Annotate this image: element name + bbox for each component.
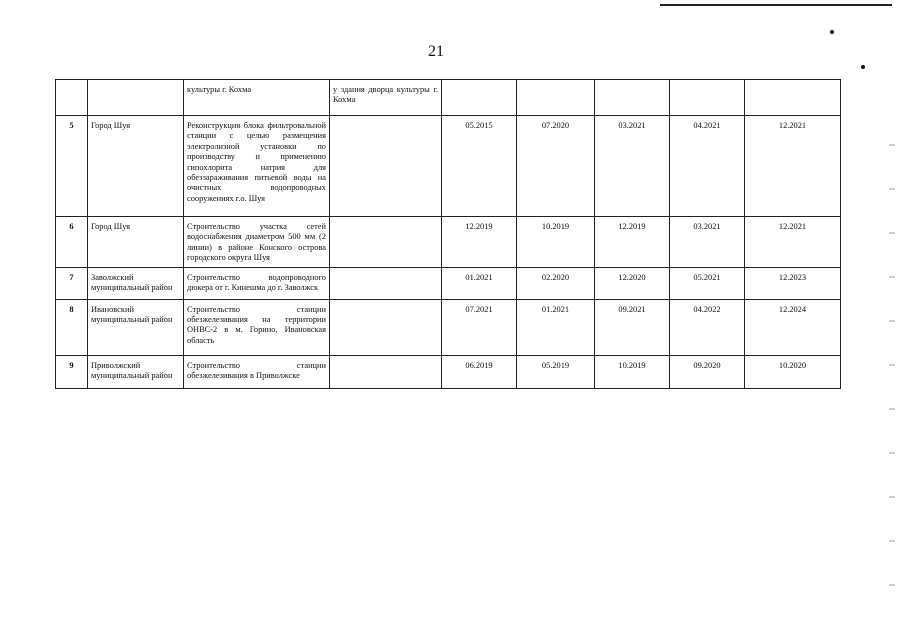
table-row <box>56 116 841 217</box>
row-number: 6 <box>56 217 88 268</box>
date-cell: 09.2020 <box>670 355 745 388</box>
table-row <box>56 80 841 116</box>
row-number: 8 <box>56 299 88 355</box>
object-cell: Строительство водопроводного дюкера от г. Кинешма до г. Заволжск <box>184 267 330 299</box>
page-number: 21 <box>428 43 444 60</box>
date-cell: 05.2015 <box>442 116 517 217</box>
scan-margin-marks <box>889 126 895 626</box>
scan-speck <box>830 30 834 34</box>
date-cell <box>517 80 595 116</box>
place-cell: у здания дворца культуры г. Кохма <box>330 80 442 116</box>
object-cell: Реконструкция блока фильтровальной станции с целью размещения электролизной установки по производству и применению гипохлорита натрия для обеззараживания питьевой воды на очистных водопроводных сооружениях г.о. Шуя <box>184 116 330 217</box>
date-cell: 12.2019 <box>595 217 670 268</box>
table-row <box>56 217 841 268</box>
date-cell: 10.2019 <box>517 217 595 268</box>
place-cell <box>330 267 442 299</box>
date-cell: 12.2024 <box>745 299 841 355</box>
date-cell: 07.2021 <box>442 299 517 355</box>
date-cell: 10.2019 <box>595 355 670 388</box>
date-cell: 12.2021 <box>745 116 841 217</box>
top-rule <box>660 4 892 6</box>
row-number: 7 <box>56 267 88 299</box>
date-cell: 05.2019 <box>517 355 595 388</box>
date-cell: 12.2021 <box>745 217 841 268</box>
date-cell <box>595 80 670 116</box>
object-cell: культуры г. Кохма <box>184 80 330 116</box>
area-cell: Город Шуя <box>88 217 184 268</box>
date-cell: 03.2021 <box>595 116 670 217</box>
object-cell: Строительство участка сетей водоснабжения диаметром 500 мм (2 линии) в районе Конского острова городского округа Шуя <box>184 217 330 268</box>
place-cell <box>330 116 442 217</box>
date-cell <box>670 80 745 116</box>
date-cell: 03.2021 <box>670 217 745 268</box>
date-cell: 06.2019 <box>442 355 517 388</box>
area-cell: Город Шуя <box>88 116 184 217</box>
table-row <box>56 299 841 355</box>
date-cell: 12.2023 <box>745 267 841 299</box>
date-cell: 04.2022 <box>670 299 745 355</box>
date-cell: 01.2021 <box>517 299 595 355</box>
date-cell <box>442 80 517 116</box>
date-cell: 04.2021 <box>670 116 745 217</box>
area-cell: Заволжский муниципальный район <box>88 267 184 299</box>
date-cell: 12.2019 <box>442 217 517 268</box>
object-cell: Строительство станции обезжелезивания на территории ОНВС-2 в м. Горино, Ивановская область <box>184 299 330 355</box>
area-cell: Приволжский муниципальный район <box>88 355 184 388</box>
date-cell: 12.2020 <box>595 267 670 299</box>
date-cell: 09.2021 <box>595 299 670 355</box>
row-number: 5 <box>56 116 88 217</box>
table-row <box>56 267 841 299</box>
object-cell: Строительство станции обезжелезивания в Приволжске <box>184 355 330 388</box>
area-cell: Ивановский муниципальный район <box>88 299 184 355</box>
date-cell: 05.2021 <box>670 267 745 299</box>
area-cell <box>88 80 184 116</box>
date-cell: 07.2020 <box>517 116 595 217</box>
place-cell <box>330 355 442 388</box>
row-number: 9 <box>56 355 88 388</box>
schedule-table <box>55 79 841 389</box>
date-cell: 01.2021 <box>442 267 517 299</box>
scan-speck <box>861 65 865 69</box>
place-cell <box>330 217 442 268</box>
date-cell: 02.2020 <box>517 267 595 299</box>
row-number <box>56 80 88 116</box>
date-cell: 10.2020 <box>745 355 841 388</box>
table-row <box>56 355 841 388</box>
place-cell <box>330 299 442 355</box>
date-cell <box>745 80 841 116</box>
